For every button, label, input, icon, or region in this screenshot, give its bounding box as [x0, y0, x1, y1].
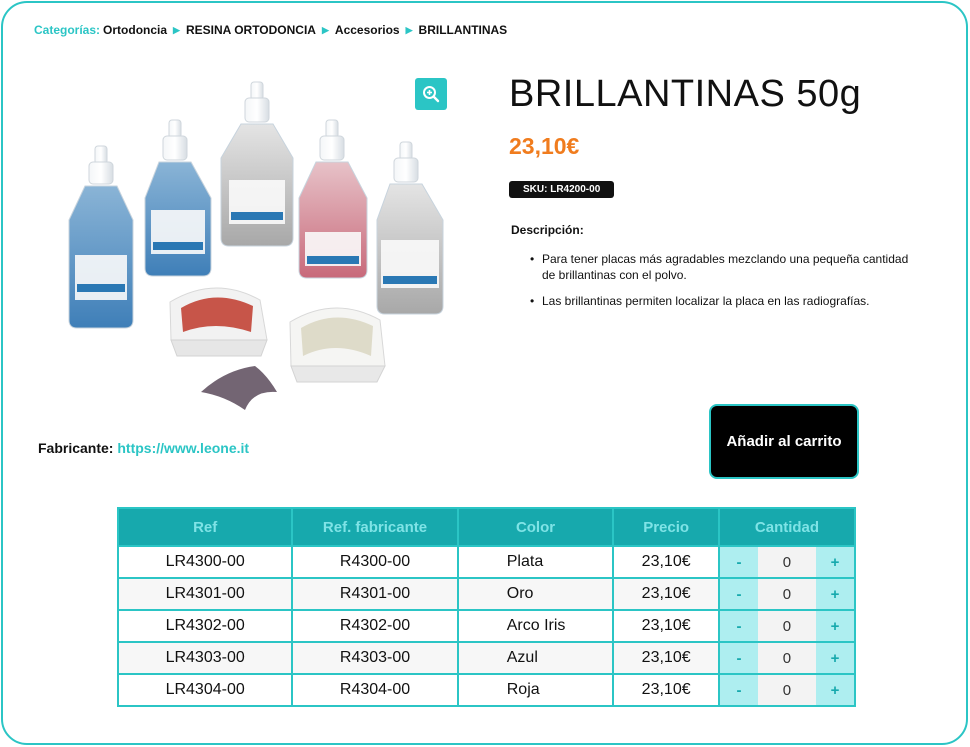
color-cell: Roja	[458, 674, 614, 706]
column-header-price: Precio	[613, 508, 719, 546]
price-cell: 23,10€	[613, 578, 719, 610]
table-row	[118, 674, 855, 706]
quantity-input[interactable]	[758, 643, 816, 673]
product-title: BRILLANTINAS 50g	[509, 73, 862, 115]
column-header-manufacturer-ref: Ref. fabricante	[292, 508, 457, 546]
color-cell: Plata	[458, 546, 614, 578]
breadcrumb-separator-icon: ▶	[321, 24, 329, 35]
quantity-cell	[719, 674, 855, 706]
increment-button[interactable]: +	[830, 681, 840, 699]
manufacturer-ref-cell: R4303-00	[292, 642, 457, 674]
decrement-button[interactable]: -	[736, 585, 742, 603]
description-list	[530, 251, 910, 319]
breadcrumb-item-brillantinas: BRILLANTINAS	[418, 23, 508, 37]
breadcrumb-separator-icon: ▶	[173, 24, 180, 35]
breadcrumb-separator-icon: ▶	[405, 24, 413, 35]
ref-cell: LR4303-00	[118, 642, 292, 674]
product-price: 23,10€	[509, 133, 580, 159]
sku-badge: SKU: LR4200-00	[509, 181, 614, 198]
manufacturer-label: Fabricante:	[38, 440, 114, 456]
description-heading: Descripción:	[511, 223, 584, 237]
increment-button[interactable]: +	[830, 553, 840, 571]
quantity-cell	[719, 610, 855, 642]
ref-cell: LR4300-00	[118, 546, 292, 578]
quantity-stepper	[720, 611, 854, 641]
quantity-cell	[719, 578, 855, 610]
color-cell: Arco Iris	[458, 610, 614, 642]
manufacturer-ref-cell: R4301-00	[292, 578, 457, 610]
price-cell: 23,10€	[613, 546, 719, 578]
product-image[interactable]	[55, 70, 475, 430]
zoom-in-icon	[422, 85, 440, 103]
breadcrumb-item-ortodoncia[interactable]: Ortodoncia	[103, 23, 168, 37]
breadcrumb	[34, 23, 507, 37]
quantity-stepper	[720, 675, 854, 705]
ref-cell: LR4301-00	[118, 578, 292, 610]
table-row	[118, 610, 855, 642]
add-to-cart-button[interactable]: Añadir al carrito	[709, 404, 859, 479]
table-row	[118, 546, 855, 578]
breadcrumb-label: Categorías:	[34, 23, 101, 37]
manufacturer-ref-cell: R4302-00	[292, 610, 457, 642]
decrement-button[interactable]: -	[736, 649, 742, 667]
color-cell: Oro	[458, 578, 614, 610]
column-header-quantity: Cantidad	[719, 508, 855, 546]
manufacturer-ref-cell: R4304-00	[292, 674, 457, 706]
quantity-cell	[719, 642, 855, 674]
quantity-cell	[719, 546, 855, 578]
quantity-input[interactable]	[758, 611, 816, 641]
increment-button[interactable]: +	[830, 617, 840, 635]
column-header-color: Color	[458, 508, 614, 546]
price-cell: 23,10€	[613, 610, 719, 642]
table-row	[118, 642, 855, 674]
color-cell: Azul	[458, 642, 614, 674]
description-item: • Para tener placas más agradables mezclando una pequeña cantidad de brillantinas con el polvo.	[530, 251, 910, 283]
decrement-button[interactable]: -	[736, 681, 742, 699]
manufacturer-ref-cell: R4300-00	[292, 546, 457, 578]
zoom-button[interactable]	[415, 78, 447, 110]
decrement-button[interactable]: -	[736, 553, 742, 571]
description-item: • Las brillantinas permiten localizar la placa en las radiografías.	[530, 293, 910, 309]
manufacturer	[38, 440, 249, 456]
variants-table	[117, 507, 856, 707]
table-header-row	[118, 508, 855, 546]
increment-button[interactable]: +	[830, 585, 840, 603]
quantity-stepper	[720, 547, 854, 577]
quantity-stepper	[720, 579, 854, 609]
quantity-stepper	[720, 643, 854, 673]
price-cell: 23,10€	[613, 642, 719, 674]
quantity-input[interactable]	[758, 579, 816, 609]
breadcrumb-item-accesorios[interactable]: Accesorios	[334, 23, 400, 37]
price-cell: 23,10€	[613, 674, 719, 706]
increment-button[interactable]: +	[830, 649, 840, 667]
decrement-button[interactable]: -	[736, 617, 742, 635]
quantity-input[interactable]	[758, 675, 816, 705]
ref-cell: LR4302-00	[118, 610, 292, 642]
ref-cell: LR4304-00	[118, 674, 292, 706]
breadcrumb-item-resina[interactable]: RESINA ORTODONCIA	[185, 23, 316, 37]
quantity-input[interactable]	[758, 547, 816, 577]
column-header-ref: Ref	[118, 508, 292, 546]
manufacturer-link[interactable]: https://www.leone.it	[117, 440, 250, 456]
table-row	[118, 578, 855, 610]
